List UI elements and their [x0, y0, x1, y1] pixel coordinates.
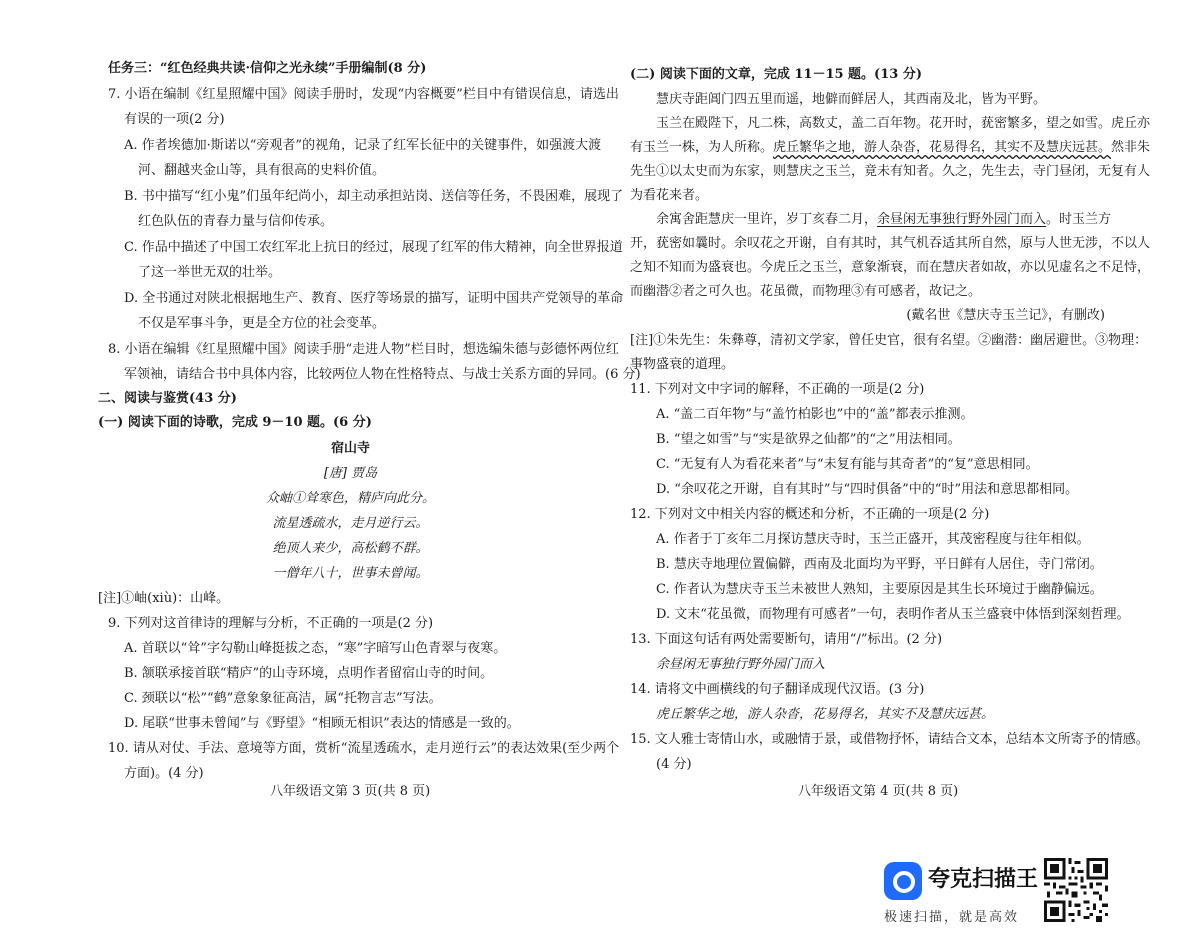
question-15: 15. 文人雅士寄情山水，或融情于景，或借物抒怀，请结合文本，总结本文所寄予的情感。	[630, 732, 1149, 747]
poem-line-4: 一僧年八十，世事未曾闻。	[272, 566, 429, 581]
q7-option-b: B. 书中描写“红小鬼”们虽年纪尚小，却主动承担站岗、送信等任务，不畏困难，展现了	[124, 189, 624, 204]
q11-option-a: A. “盖二百年物”与“盖竹柏影也”中的“盖”都表示推测。	[656, 407, 974, 422]
q13-sentence: 余昼闲无事独行野外园门而入	[656, 657, 826, 672]
poem-line-2: 流星透疏水，走月逆行云。	[272, 516, 429, 531]
left-page-footer: 八年级语文第 3 页(共 8 页)	[270, 784, 431, 799]
q12-option-d: D. 文末“花虽微，而物理有可感者”一句，表明作者从玉兰盛衰中体悟到深刻哲理。	[656, 607, 1130, 622]
question-7: 7. 小语在编制《红星照耀中国》阅读手册时，发现“内容概要”栏目中有错误信息，请选出	[108, 87, 619, 102]
q7-option-c: C. 作品中描述了中国工农红军北上抗日的经过，展现了红军的伟大精神，向全世界报道	[124, 240, 623, 255]
passage-text: 。时玉兰方	[1046, 212, 1112, 227]
section-heading: 二、阅读与鉴赏(43 分)	[98, 391, 237, 406]
quark-logo-icon	[884, 862, 922, 900]
passage-heading: (二) 阅读下面的文章，完成 11－15 题。(13 分)	[630, 67, 922, 82]
q11-option-d: D. “余叹花之开谢，自有其时”与“四时俱备”中的“时”用法和意思都相同。	[656, 482, 1079, 497]
q7-option-a-cont: 河、翻越夹金山等，具有很高的史料价值。	[138, 163, 386, 178]
question-11: 11. 下列对文中字词的解释，不正确的一项是(2 分)	[630, 382, 925, 397]
passage-note-cont: 事物盛衰的道理。	[630, 357, 735, 372]
poem-line-3: 绝顶人来少，高松鹤不群。	[272, 541, 429, 556]
question-8: 8. 小语在编辑《红星照耀中国》阅读手册“走进人物”栏目时，想选编朱德与彭德怀两位红	[108, 342, 619, 357]
underlined-sentence: 虎丘繁华之地，游人杂沓，花易得名，其实不及慧庆远甚。	[773, 140, 1112, 155]
q11-option-c: C. “无复有人为看花来者”与“未复有能与其奇者”的“复”意思相同。	[656, 457, 1039, 472]
task-heading: 任务三：“红色经典共读·信仰之光永续”手册编制(8 分)	[108, 61, 427, 76]
q14-sentence: 虎丘繁华之地，游人杂沓，花易得名，其实不及慧庆远甚。	[656, 707, 995, 722]
passage-line: 而幽潜②者之可久也。花虽微，而物理③有可感者，故记之。	[630, 284, 982, 299]
question-15-cont: (4 分)	[656, 757, 692, 772]
q12-option-a: A. 作者于丁亥年二月探访慧庆寺时，玉兰正盛开，其茂密程度与往年相似。	[656, 532, 1090, 547]
q11-option-b: B. “望之如雪”与“实是欲界之仙都”的“之”用法相同。	[656, 432, 961, 447]
q9-option-b: B. 颔联承接首联“精庐”的山寺环境，点明作者留宿山寺的时间。	[124, 666, 494, 681]
q12-option-b: B. 慧庆寺地理位置偏僻，西南及北面均为平野，平日鲜有人居住，寺门常闭。	[656, 557, 1103, 572]
watermark-title: 夸克扫描王	[928, 867, 1039, 892]
q7-option-c-cont: 了这一举世无双的壮举。	[138, 265, 282, 280]
q7-option-d-cont: 不仅是军事斗争，更是全方位的社会变革。	[138, 316, 386, 331]
q9-option-d: D. 尾联“世事未曾闻”与《野望》“相顾无相识”表达的情感是一致的。	[124, 716, 520, 731]
right-page-footer: 八年级语文第 4 页(共 8 页)	[798, 784, 959, 799]
passage-text: 然非朱	[1111, 140, 1151, 155]
question-14: 14. 请将文中画横线的句子翻译成现代汉语。(3 分)	[630, 682, 925, 697]
question-10-cont: 方面)。(4 分)	[124, 766, 204, 781]
poem-title: 宿山寺	[330, 441, 370, 456]
q9-option-c: C. 颈联以“松”“鹤”意象象征高洁，属“托物言志”写法。	[124, 691, 442, 706]
qr-code-icon	[1044, 858, 1108, 922]
passage-source: (戴名世《慧庆寺玉兰记》，有删改)	[906, 308, 1105, 323]
passage-line: 之知不知而为盛衰也。今虎丘之玉兰，意象渐衰，而在慧庆者如故，亦以见虚名之不足恃，	[630, 260, 1151, 275]
passage-para-1: 慧庆寺距阊门四五里而遥，地僻而鲜居人，其西南及北，皆为平野。	[656, 92, 1047, 107]
question-12: 12. 下列对文中相关内容的概述和分析，不正确的一项是(2 分)	[630, 507, 990, 522]
passage-para-3	[656, 211, 1111, 229]
question-8-cont: 军领袖，请结合书中具体内容，比较两位人物在性格特点、与战士关系方面的异同。(6 分)	[124, 367, 641, 382]
q7-option-a: A. 作者埃德加·斯诺以“旁观者”的视角，记录了红军长征中的关键事件，如强渡大渡	[124, 138, 602, 153]
poem-note: [注]①岫(xiù)：山峰。	[98, 591, 230, 606]
poem-line-1: 众岫①耸寒色，精庐向此分。	[265, 491, 435, 506]
poem-author: [唐] 贾岛	[323, 466, 378, 481]
passage-line: 先生①以太史而为东家，则慧庆之玉兰，竟未有知者。久之，先生去，寺门昼闭，无复有人	[630, 164, 1151, 179]
sentence-to-punctuate: 余昼闲无事独行野外园门而入	[877, 212, 1047, 227]
question-9: 9. 下列对这首律诗的理解与分析，不正确的一项是(2 分)	[108, 616, 434, 631]
q7-option-b-cont: 红色队伍的青春力量与信仰传承。	[138, 214, 334, 229]
question-13: 13. 下面这句话有两处需要断句，请用“/”标出。(2 分)	[630, 632, 943, 647]
passage-line: 开，莸密如曩时。余叹花之开谢，自有其时，其气机吞适其所自然，原与人世无涉，不以人	[630, 236, 1151, 251]
passage-para-2: 玉兰在殿陛下，凡二株，高数丈，盖二百年物。花开时，莸密繁多，望之如雪。虎丘亦	[656, 116, 1151, 131]
question-7-cont: 有误的一项(2 分)	[124, 112, 225, 127]
q9-option-a: A. 首联以“耸”字勾勒山峰挺拔之态，“寒”字暗写山色青翠与夜寒。	[124, 641, 507, 656]
watermark-subtitle: 极速扫描，就是高效	[884, 910, 1020, 925]
subsection-heading: (一) 阅读下面的诗歌，完成 9－10 题。(6 分)	[98, 415, 372, 430]
q12-option-c: C. 作者认为慧庆寺玉兰未被世人熟知，主要原因是其生长环境过于幽静偏远。	[656, 582, 1103, 597]
passage-line: 为看花来者。	[630, 188, 709, 203]
passage-text: 余寓舍距慧庆一里许，岁丁亥春二月，	[656, 212, 878, 227]
passage-text: 有玉兰一株，为人所称。	[630, 140, 774, 155]
q7-option-d: D. 全书通过对陕北根据地生产、教育、医疗等场景的描写，证明中国共产党领导的革命	[124, 291, 624, 306]
passage-note: [注]①朱先生：朱彝尊，清初文学家，曾任史官，很有名望。②幽潜：幽居避世。③物理：	[630, 333, 1148, 348]
passage-line	[630, 139, 1150, 157]
question-10: 10. 请从对仗、手法、意境等方面，赏析“流星透疏水，走月逆行云”的表达效果(至少两个	[108, 741, 620, 756]
